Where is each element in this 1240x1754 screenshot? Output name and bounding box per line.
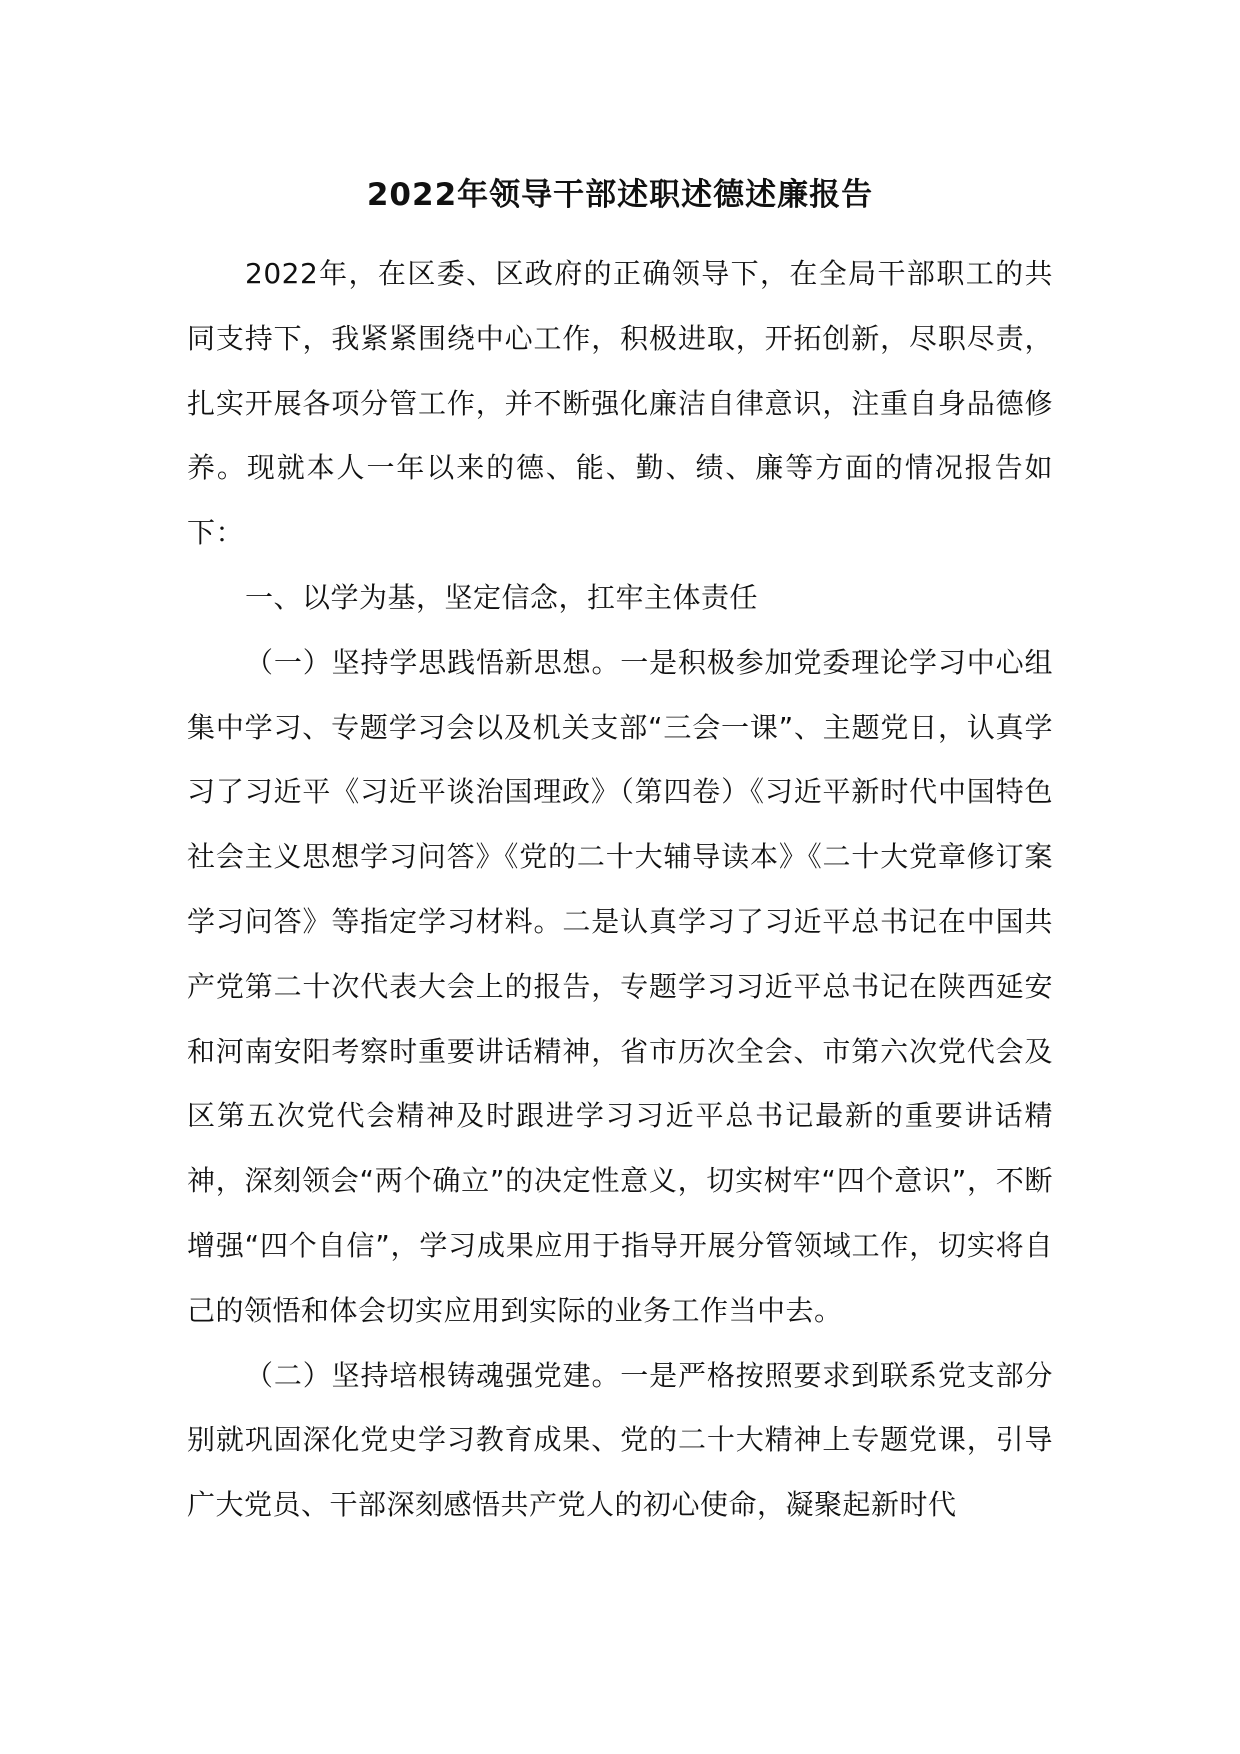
document-body <box>187 242 1053 1538</box>
document-title: 2022年领导干部述职述德述廉报告 <box>366 177 874 213</box>
subsection-paragraph-2: （二）坚持培根铸魂强党建。一是严格按照要求到联系党支部分别就巩固深化党史学习教育成果、党的二十大精神上专题党课，引导广大党员、干部深刻感悟共产党人的初心使命，凝聚起新时代 <box>187 1358 1053 1522</box>
section-heading-1: 一、以学为基，坚定信念，扛牢主体责任 <box>245 580 759 614</box>
intro-paragraph: 2022年，在区委、区政府的正确领导下，在全局干部职工的共同支持下，我紧紧围绕中心工作，积极进取，开拓创新，尽职尽责，扎实开展各项分管工作，并不断强化廉洁自律意识，注重自身品德修养。现就本人一年以来的德、能、勤、绩、廉等方面的情况报告如下： <box>187 257 1053 550</box>
subsection-paragraph-1: （一）坚持学思践悟新思想。一是积极参加党委理论学习中心组集中学习、专题学习会以及机关支部“三会一课”、主题党日，认真学习了习近平《习近平谈治国理政》（第四卷）《习近平新时代中国特色社会主义思想学习问答》《党的二十大辅导读本》《二十大党章修订案学习问答》等指定学习材料。二是认真学习了习近平总书记在中国共产党第二十次代表大会上的报告，专题学习习近平总书记在陕西延安和河南安阳考察时重要讲话精神，省市历次全会、市第六次党代会及区第五次党代会精神及时跟进学习习近平总书记最新的重要讲话精神，深刻领会“两个确立”的决定性意义，切实树牢“四个意识”，不断增强“四个自信”，学习成果应用于指导开展分管领域工作，切实将自己的领悟和体会切实应用到实际的业务工作当中去。 <box>187 645 1053 1327</box>
